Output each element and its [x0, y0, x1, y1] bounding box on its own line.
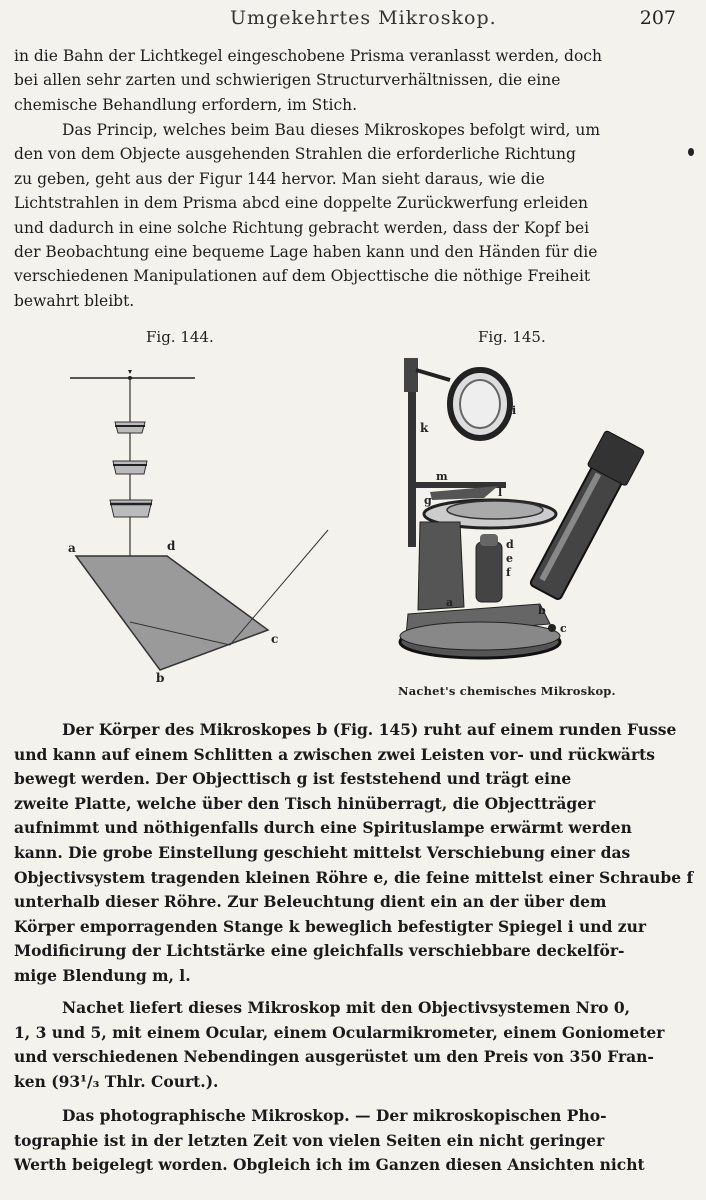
diaphragm-l [430, 486, 498, 500]
text-line: tographie ist in der letzten Zeit von vielen Seiten ein nicht geringer [14, 1130, 605, 1150]
letter-g: g [424, 494, 432, 507]
text-line: Das Princip, welches beim Bau dieses Mikroskopes befolgt wird, um [62, 121, 601, 139]
screw-c [548, 624, 556, 632]
text-line: bewahrt bleibt. [14, 291, 135, 310]
figure-144-prism-diagram [60, 360, 350, 690]
text-line: und verschiedenen Nebendingen ausgerüstet um den Preis von 350 Fran- [14, 1047, 654, 1067]
text-line: verschiedenen Manipulationen auf dem Objecttische die nöthige Freiheit [14, 267, 591, 286]
figure-145-caption: Nachet's chemisches Mikroskop. [398, 684, 616, 698]
letter-a: a [68, 541, 76, 555]
text-line: Lichtstrahlen in dem Prisma abcd eine doppelte Zurückwerfung erleiden [14, 194, 589, 213]
pillar-k [408, 382, 416, 547]
letter-i: i [512, 404, 517, 417]
stand-body [418, 522, 464, 610]
figure-145-label: Fig. 145. [478, 328, 546, 346]
letter-d: d [506, 538, 514, 551]
object-marker [128, 370, 132, 374]
ink-spot [688, 148, 694, 156]
page-number: 207 [639, 7, 676, 29]
letter-e: e [506, 552, 513, 565]
letter-b: b [156, 671, 165, 685]
text-line: chemische Behandlung erfordern, im Stich. [14, 95, 358, 114]
text-line: Körper emporragenden Stange k beweglich befestigter Spiegel i und zur [14, 916, 647, 936]
text-line: ken (93¹/₃ Thlr. Court.). [14, 1071, 219, 1091]
page-header [0, 4, 706, 34]
text-line: aufnimmt und nöthigenfalls durch eine Spirituslampe erwärmt werden [14, 818, 632, 838]
letter-l: l [498, 486, 503, 499]
letter-a: a [446, 596, 454, 609]
text-fragment: — Der mikroskopischen Pho- [349, 1106, 607, 1125]
paragraph-5 [14, 1104, 684, 1178]
lens-1 [115, 422, 145, 433]
text-line: Werth beigelegt worden. Obgleich ich im Ganzen diesen Ansichten nicht [14, 1155, 645, 1175]
upper-plate [447, 501, 543, 519]
text-line: zweite Platte, welche über den Tisch hinüberragt, die Objectträger [14, 793, 596, 813]
text-line: bei allen sehr zarten und schwierigen Structurverhältnissen, die eine [14, 71, 561, 90]
letter-d: d [167, 539, 176, 553]
letter-b: b [538, 604, 546, 617]
text-line: zu geben, geht aus der Figur 144 hervor. Man sieht daraus, wie die [14, 169, 545, 188]
letter-k: k [420, 421, 429, 435]
prism-abcd [76, 556, 268, 670]
text-line [14, 1104, 684, 1129]
lens-2 [113, 461, 147, 474]
text-line: der Beobachtung eine bequeme Lage haben kann und den Händen für die [14, 243, 598, 262]
text-line: bewegt werden. Der Objecttisch g ist feststehend und trägt eine [14, 769, 572, 789]
text-line: kann. Die grobe Einstellung geschieht mittelst Verschiebung einer das [14, 842, 631, 862]
paragraph-3 [14, 718, 694, 989]
section-heading: Das photographische Mikroskop. [62, 1106, 350, 1125]
text-line: und kann auf einem Schlitten a zwischen zwei Leisten vor- und rückwärts [14, 744, 656, 764]
text-line: in die Bahn der Lichtkegel eingeschobene Prisma veranlasst werden, doch [14, 47, 602, 65]
text-line: Der Körper des Mikroskopes b (Fig. 145) ruht auf einem runden Fusse [62, 720, 677, 739]
objective-tube-e [476, 542, 502, 602]
paragraph-4 [14, 996, 684, 1094]
figure-145-microscope-illustration [380, 352, 670, 682]
text-line: Nachet liefert dieses Mikroskop mit den Objectivsystemen Nro 0, [62, 998, 631, 1017]
mirror-arm [416, 370, 450, 380]
exit-ray [230, 530, 328, 645]
running-title: Umgekehrtes Mikroskop. [230, 7, 497, 29]
letter-c: c [271, 632, 279, 646]
letter-m: m [436, 470, 448, 483]
figure-144-label: Fig. 144. [146, 328, 214, 346]
text-line: mige Blendung m, l. [14, 965, 191, 985]
text-line: 1, 3 und 5, mit einem Ocular, einem Ocularmikrometer, einem Goniometer [14, 1022, 665, 1042]
text-line: und dadurch in eine solche Richtung gebracht werden, dass der Kopf bei [14, 218, 590, 237]
text-line: Modificirung der Lichtstärke eine gleichfalls verschiebbare deckelför- [14, 941, 625, 961]
text-line: unterhalb dieser Röhre. Zur Beleuchtung dient ein an der über dem [14, 892, 607, 912]
letter-c: c [560, 622, 567, 635]
letter-f: f [506, 566, 511, 579]
pillar-top [404, 358, 418, 392]
paragraph-1 [14, 44, 679, 117]
text-line: Objectivsystem tragenden kleinen Röhre e, die feine mittelst einer Schraube f [14, 867, 694, 887]
lens-3 [110, 500, 152, 517]
text-line: den von dem Objecte ausgehenden Strahlen die erforderliche Richtung [14, 145, 576, 164]
paragraph-2 [14, 118, 679, 313]
